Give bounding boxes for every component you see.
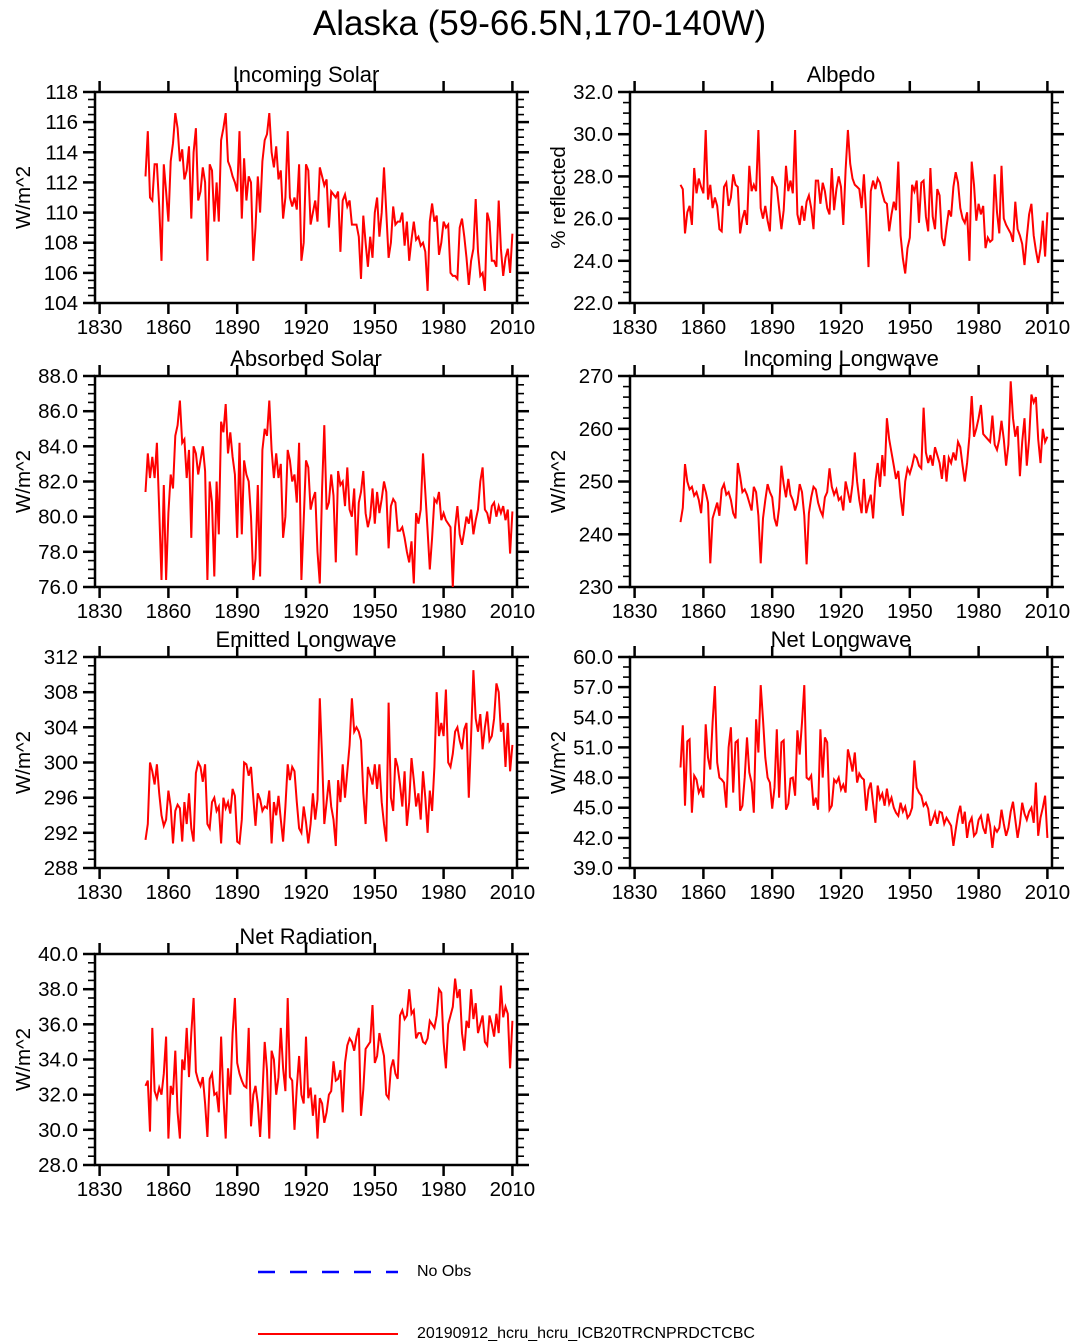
x-tick-label: 1920	[818, 600, 864, 623]
x-tick-label: 1980	[955, 600, 1002, 623]
legend-label-series: 20190912_hcru_hcru_ICB20TRCNPRDCTCBC	[417, 1325, 755, 1342]
x-tick-label: 2010	[489, 600, 536, 623]
y-tick-label: 312	[43, 646, 78, 669]
y-axis-label: W/m^2	[12, 449, 35, 514]
x-tick-label: 1950	[351, 1178, 398, 1201]
chart-canvas	[535, 623, 1079, 913]
y-tick-label: 296	[43, 786, 78, 810]
chart-canvas	[535, 342, 1079, 632]
y-tick-label: 84.0	[38, 435, 78, 459]
x-tick-label: 1860	[145, 600, 192, 623]
x-tick-label: 1830	[611, 316, 658, 339]
data-line	[146, 113, 513, 291]
subplot-albedo	[535, 58, 1079, 358]
y-tick-label: 230	[578, 576, 613, 599]
legend-entry-series	[258, 1326, 755, 1342]
chart-title: Absorbed Solar	[230, 346, 382, 371]
subplot-net-radiation	[0, 920, 562, 1220]
y-axis-label: W/m^2	[547, 730, 570, 795]
x-tick-label: 1980	[420, 316, 467, 339]
y-tick-label: 308	[43, 681, 78, 705]
plot-frame	[95, 657, 517, 868]
x-tick-label: 1920	[283, 316, 329, 339]
y-tick-label: 45.0	[573, 796, 613, 820]
figure-title: Alaska (59-66.5N,170-140W)	[312, 4, 767, 43]
chart-canvas	[535, 58, 1079, 348]
x-tick-label: 1890	[749, 600, 796, 623]
y-tick-label: 108	[43, 231, 78, 255]
y-tick-label: 292	[43, 821, 78, 845]
x-tick-label: 1830	[611, 881, 658, 904]
x-tick-label: 1830	[76, 1178, 123, 1201]
x-tick-label: 1890	[749, 316, 796, 339]
x-tick-label: 1860	[145, 1178, 192, 1201]
x-tick-label: 1980	[420, 881, 467, 904]
y-tick-label: 270	[578, 365, 613, 388]
y-axis-label: W/m^2	[547, 449, 570, 514]
y-tick-label: 51.0	[573, 736, 613, 760]
y-tick-label: 80.0	[38, 505, 78, 529]
y-tick-label: 260	[578, 417, 613, 441]
chart-title: Emitted Longwave	[215, 627, 397, 652]
y-tick-label: 106	[43, 261, 78, 285]
x-tick-label: 2010	[1024, 881, 1071, 904]
y-tick-label: 32.0	[38, 1083, 78, 1107]
x-tick-label: 1890	[214, 316, 261, 339]
y-tick-label: 78.0	[38, 540, 78, 564]
chart-canvas	[0, 342, 562, 632]
data-line	[681, 685, 1048, 848]
x-tick-label: 1890	[214, 1178, 261, 1201]
data-line	[681, 381, 1048, 564]
y-tick-label: 250	[578, 470, 613, 494]
x-tick-label: 1890	[749, 881, 796, 904]
subplot-incoming-longwave	[535, 342, 1079, 642]
x-tick-label: 1920	[818, 316, 864, 339]
legend-label-no-obs: No Obs	[417, 1263, 472, 1280]
y-tick-label: 38.0	[38, 978, 78, 1002]
y-tick-label: 30.0	[573, 123, 613, 147]
x-tick-label: 1860	[145, 316, 192, 339]
chart-canvas	[0, 623, 562, 913]
x-tick-label: 1860	[680, 316, 727, 339]
data-line	[146, 670, 513, 846]
y-axis-label: W/m^2	[12, 165, 35, 230]
legend-entry-no-obs	[258, 1264, 471, 1280]
y-tick-label: 48.0	[573, 766, 613, 790]
y-tick-label: 57.0	[573, 676, 613, 700]
x-tick-label: 1890	[214, 881, 261, 904]
y-tick-label: 22.0	[573, 292, 613, 315]
subplot-net-longwave	[535, 623, 1079, 923]
x-tick-label: 2010	[1024, 316, 1071, 339]
y-tick-label: 60.0	[573, 646, 613, 669]
y-tick-label: 28.0	[38, 1154, 78, 1177]
chart-title: Incoming Longwave	[743, 346, 939, 371]
y-tick-label: 114	[45, 141, 78, 165]
y-tick-label: 118	[45, 81, 78, 104]
x-tick-label: 1950	[886, 881, 933, 904]
y-tick-label: 82.0	[38, 470, 78, 494]
subplot-absorbed-solar	[0, 342, 562, 642]
x-tick-label: 1950	[886, 600, 933, 623]
y-axis-label: % reflected	[547, 146, 570, 249]
y-tick-label: 24.0	[573, 249, 613, 273]
x-tick-label: 1920	[283, 1178, 329, 1201]
x-tick-label: 1860	[680, 600, 727, 623]
x-tick-label: 2010	[1024, 600, 1071, 623]
x-tick-label: 2010	[489, 881, 536, 904]
x-tick-label: 2010	[489, 316, 536, 339]
y-tick-label: 304	[43, 716, 78, 740]
x-tick-label: 1980	[420, 1178, 467, 1201]
y-tick-label: 34.0	[38, 1048, 78, 1072]
y-tick-label: 30.0	[38, 1118, 78, 1142]
chart-title: Albedo	[806, 62, 876, 87]
x-tick-label: 1980	[955, 316, 1002, 339]
x-tick-label: 1950	[351, 316, 398, 339]
y-tick-label: 88.0	[38, 365, 78, 388]
y-tick-label: 116	[45, 111, 78, 135]
plot-frame	[630, 657, 1052, 868]
plot-frame	[630, 376, 1052, 587]
x-tick-label: 1950	[886, 316, 933, 339]
subplot-emitted-longwave	[0, 623, 562, 923]
no-obs-legend-line	[258, 1266, 408, 1278]
y-tick-label: 86.0	[38, 400, 78, 424]
data-line	[681, 130, 1048, 274]
y-tick-label: 39.0	[573, 857, 613, 880]
chart-title: Net Longwave	[770, 627, 912, 652]
x-tick-label: 1830	[76, 316, 123, 339]
x-tick-label: 1860	[145, 881, 192, 904]
y-tick-label: 76.0	[38, 576, 78, 599]
x-tick-label: 1920	[283, 881, 329, 904]
y-tick-label: 40.0	[38, 943, 78, 966]
x-tick-label: 1950	[351, 881, 398, 904]
x-tick-label: 1950	[351, 600, 398, 623]
x-tick-label: 2010	[489, 1178, 536, 1201]
chart-title: Net Radiation	[239, 924, 373, 949]
y-tick-label: 300	[43, 751, 78, 775]
y-axis-label: W/m^2	[12, 730, 35, 795]
y-tick-label: 32.0	[573, 81, 613, 104]
chart-canvas	[0, 920, 562, 1210]
x-tick-label: 1890	[214, 600, 261, 623]
y-tick-label: 240	[578, 523, 613, 547]
y-tick-label: 26.0	[573, 207, 613, 231]
x-tick-label: 1980	[420, 600, 467, 623]
x-tick-label: 1830	[76, 881, 123, 904]
data-line	[146, 401, 513, 587]
x-tick-label: 1830	[611, 600, 658, 623]
y-tick-label: 36.0	[38, 1013, 78, 1037]
y-tick-label: 54.0	[573, 706, 613, 730]
x-tick-label: 1980	[955, 881, 1002, 904]
subplot-incoming-solar	[0, 58, 562, 358]
series-legend-line	[258, 1328, 408, 1340]
data-line	[146, 979, 513, 1139]
y-tick-label: 28.0	[573, 165, 613, 189]
x-tick-label: 1920	[283, 600, 329, 623]
chart-title: Incoming Solar	[232, 62, 380, 87]
y-tick-label: 104	[43, 292, 78, 315]
y-tick-label: 42.0	[573, 826, 613, 850]
y-tick-label: 112	[45, 171, 78, 195]
y-axis-label: W/m^2	[12, 1027, 35, 1092]
x-tick-label: 1860	[680, 881, 727, 904]
x-tick-label: 1830	[76, 600, 123, 623]
y-tick-label: 288	[43, 857, 78, 880]
chart-canvas	[0, 58, 562, 348]
y-tick-label: 110	[45, 201, 78, 225]
x-tick-label: 1920	[818, 881, 864, 904]
